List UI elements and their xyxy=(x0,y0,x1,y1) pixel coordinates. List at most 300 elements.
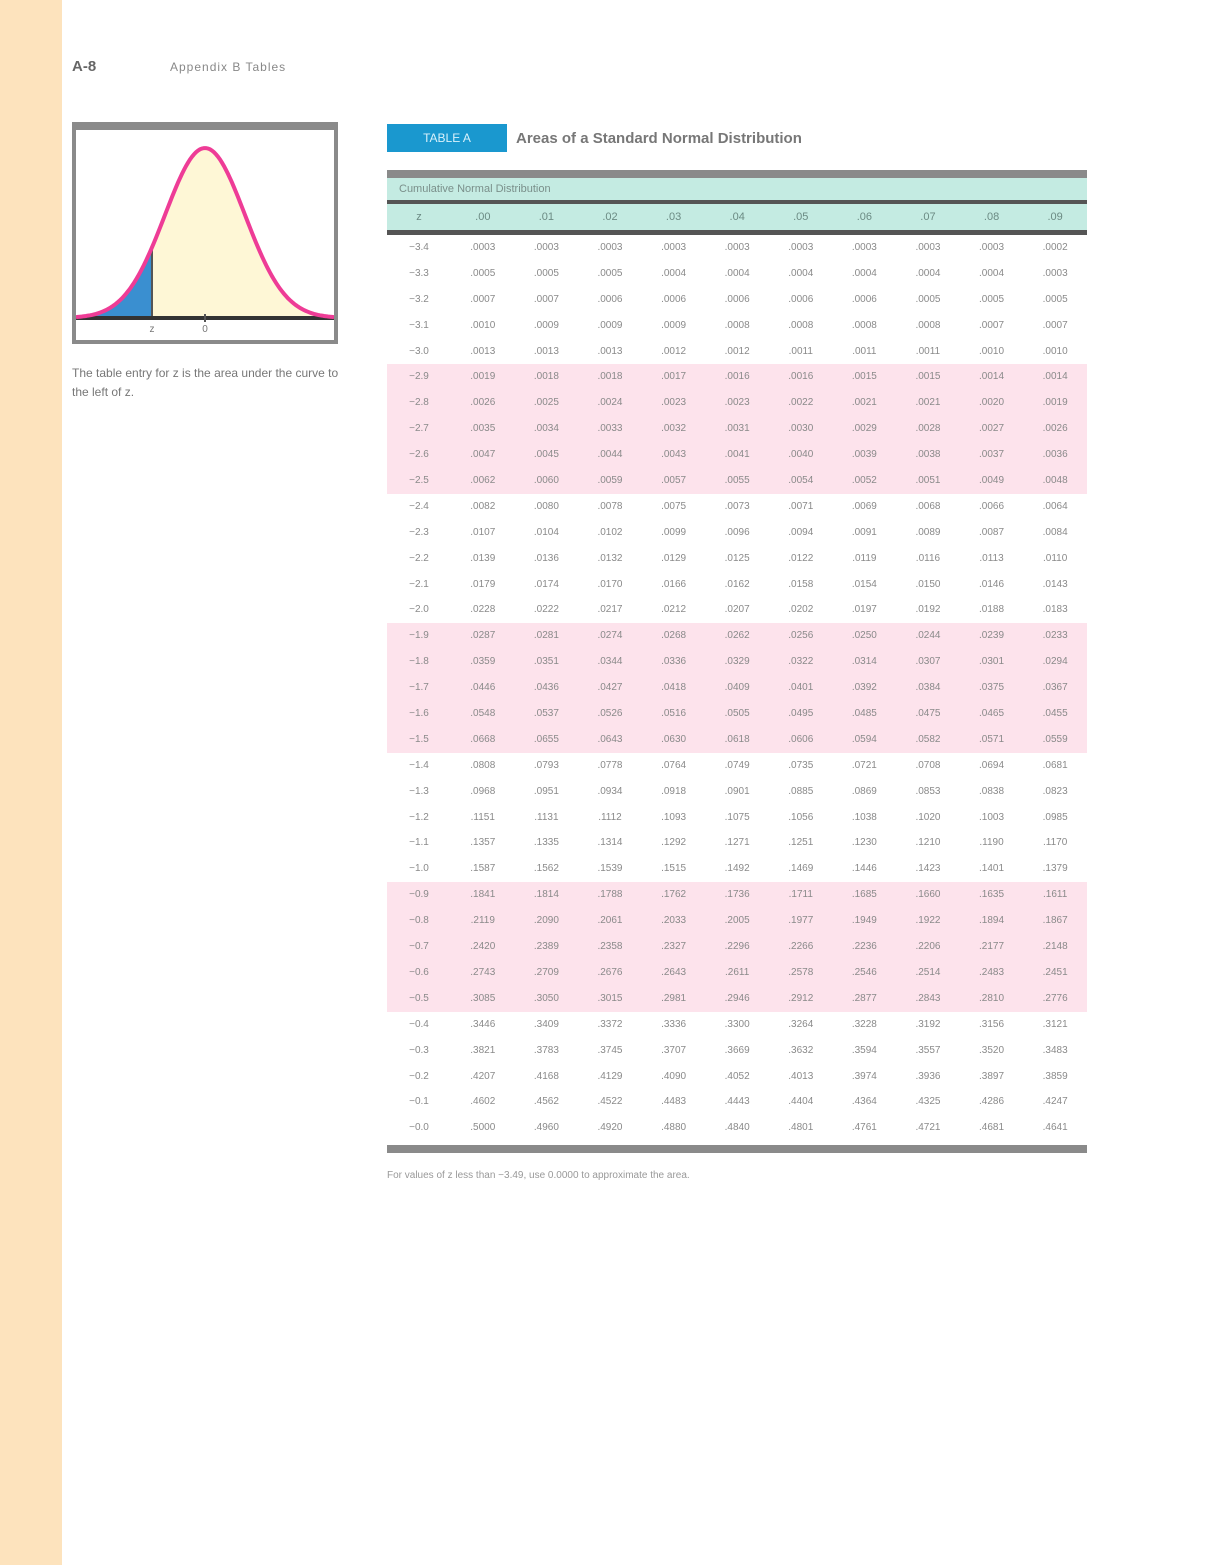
table-cell: .2177 xyxy=(979,941,1005,953)
table-cell: .2514 xyxy=(915,966,941,978)
table-cell: .0197 xyxy=(851,604,877,616)
table-cell: .0594 xyxy=(851,733,877,745)
table-cell: .0250 xyxy=(851,630,877,642)
table-cell: .0012 xyxy=(661,345,687,357)
table-cell: .0023 xyxy=(724,397,750,409)
table-cell: .1736 xyxy=(724,889,750,901)
table-cell: .0005 xyxy=(979,293,1005,305)
row-z-value: −1.5 xyxy=(409,733,429,745)
table-cell: .2912 xyxy=(788,992,814,1004)
table-cell: .0010 xyxy=(470,319,496,331)
row-z-value: −1.8 xyxy=(409,656,429,668)
table-cell: .4562 xyxy=(533,1096,559,1108)
table-cell: .0668 xyxy=(470,733,496,745)
table-cell: .2776 xyxy=(1042,992,1068,1004)
table-cell: .2327 xyxy=(661,941,687,953)
table-row xyxy=(387,727,1087,753)
table-cell: .0853 xyxy=(915,785,941,797)
row-z-value: −1.9 xyxy=(409,630,429,642)
table-cell: .0125 xyxy=(724,552,750,564)
table-cell: .1112 xyxy=(598,811,622,823)
table-cell: .4483 xyxy=(661,1096,687,1108)
table-cell: .0047 xyxy=(470,449,496,461)
table-cell: .0004 xyxy=(724,267,750,279)
table-cell: .0154 xyxy=(851,578,877,590)
table-cell: .0003 xyxy=(533,242,559,253)
table-cell: .0019 xyxy=(1042,397,1068,409)
table-cell: .0007 xyxy=(533,293,559,305)
table-cell: .0314 xyxy=(851,656,877,668)
table-cell: .4801 xyxy=(788,1122,814,1134)
table-cell: .0027 xyxy=(979,423,1005,435)
table-cell: .0143 xyxy=(1042,578,1068,590)
table-cell: .1357 xyxy=(470,837,496,849)
table-cell: .5000 xyxy=(470,1122,496,1134)
table-cell: .0174 xyxy=(533,578,559,590)
normal-curve-figure xyxy=(72,122,338,344)
table-cell: .0107 xyxy=(470,526,496,538)
table-cell: .0087 xyxy=(979,526,1005,538)
table-cell: .1151 xyxy=(470,811,495,823)
table-cell: .0057 xyxy=(661,475,687,487)
table-cell: .0516 xyxy=(661,708,687,720)
table-cell: .0091 xyxy=(851,526,877,538)
table-cell: .0021 xyxy=(915,397,941,409)
row-z-value: −2.1 xyxy=(409,578,429,590)
table-cell: .0694 xyxy=(979,759,1005,771)
table-cell: .2709 xyxy=(533,966,559,978)
table-cell: .0062 xyxy=(470,475,496,487)
table-cell: .3745 xyxy=(597,1044,623,1056)
table-body xyxy=(387,235,1087,1141)
table-cell: .0162 xyxy=(724,578,750,590)
table-cell: .1379 xyxy=(1042,863,1068,875)
table-cell: .0008 xyxy=(915,319,941,331)
table-cell: .0869 xyxy=(851,785,877,797)
table-cell: .0838 xyxy=(979,785,1005,797)
table-cell: .0033 xyxy=(597,423,623,435)
table-cell: .0158 xyxy=(788,578,814,590)
table-cell: .0351 xyxy=(533,656,559,668)
table-cell: .0089 xyxy=(915,526,941,538)
table-cell: .1446 xyxy=(851,863,877,875)
row-z-value: −1.6 xyxy=(409,708,429,720)
table-cell: .0301 xyxy=(979,656,1005,668)
table-cell: .1611 xyxy=(1042,889,1068,901)
table-cell: .0823 xyxy=(1042,785,1068,797)
table-row xyxy=(387,701,1087,727)
table-cell: .1762 xyxy=(661,889,687,901)
table-cell: .0019 xyxy=(470,371,496,383)
table-row xyxy=(387,934,1087,960)
table-cell: .2946 xyxy=(724,992,750,1004)
table-cell: .0021 xyxy=(851,397,877,409)
table-cell: .2578 xyxy=(788,966,814,978)
table-cell: .3228 xyxy=(851,1018,877,1030)
table-row xyxy=(387,597,1087,623)
table-cell: .0274 xyxy=(597,630,623,642)
table-cell: .0015 xyxy=(851,371,877,383)
row-z-value: −3.2 xyxy=(409,293,429,305)
table-cell: .3783 xyxy=(533,1044,559,1056)
table-cell: .0244 xyxy=(915,630,941,642)
table-cell: .0004 xyxy=(915,267,941,279)
table-cell: .2483 xyxy=(979,966,1005,978)
table-cell: .0068 xyxy=(915,500,941,512)
table-row xyxy=(387,986,1087,1012)
table-cell: .0030 xyxy=(788,423,814,435)
row-z-value: −0.7 xyxy=(409,941,429,953)
table-cell: .0708 xyxy=(915,759,941,771)
table-cell: .4129 xyxy=(597,1070,623,1082)
table-cell: .0007 xyxy=(979,319,1005,331)
table-cell: .0034 xyxy=(533,423,559,435)
table-row xyxy=(387,416,1087,442)
table-cell: .0003 xyxy=(851,242,877,253)
table-cell: .3483 xyxy=(1042,1044,1068,1056)
table-cell: .1003 xyxy=(979,811,1005,823)
table-cell: .0073 xyxy=(724,500,750,512)
table-cell: .0228 xyxy=(470,604,496,616)
page-number: A-8 xyxy=(72,58,97,75)
row-z-value: −1.7 xyxy=(409,682,429,694)
table-row xyxy=(387,649,1087,675)
table-cell: .0618 xyxy=(724,733,750,745)
table-cell: .0233 xyxy=(1042,630,1068,642)
table-title: Areas of a Standard Normal Distribution xyxy=(516,130,802,147)
table-cell: .0080 xyxy=(533,500,559,512)
table-row xyxy=(387,882,1087,908)
table-cell: .1711 xyxy=(788,889,813,901)
table-cell: .1539 xyxy=(597,863,623,875)
table-cell: .4880 xyxy=(661,1122,687,1134)
table-cell: .0643 xyxy=(597,733,623,745)
table-cell: .2090 xyxy=(533,915,559,927)
table-cell: .0078 xyxy=(597,500,623,512)
table-cell: .0005 xyxy=(1042,293,1068,305)
table-cell: .0985 xyxy=(1042,811,1068,823)
table-cell: .1867 xyxy=(1042,915,1068,927)
table-cell: .1170 xyxy=(1042,837,1068,849)
table-cell: .0166 xyxy=(661,578,687,590)
table-cell: .0934 xyxy=(597,785,623,797)
table-cell: .0051 xyxy=(915,475,941,487)
table-cell: .0049 xyxy=(979,475,1005,487)
table-cell: .0096 xyxy=(724,526,750,538)
table-cell: .0003 xyxy=(915,242,941,253)
table-cell: .0003 xyxy=(724,242,750,253)
table-cell: .0012 xyxy=(724,345,750,357)
table-cell: .0119 xyxy=(852,552,877,564)
table-cell: .0007 xyxy=(1042,319,1068,331)
table-cell: .0885 xyxy=(788,785,814,797)
table-cell: .0014 xyxy=(979,371,1005,383)
table-cell: .0002 xyxy=(1042,242,1068,253)
table-cell: .2236 xyxy=(851,941,877,953)
table-cell: .0006 xyxy=(851,293,877,305)
row-z-value: −0.4 xyxy=(409,1018,429,1030)
table-cell: .4681 xyxy=(979,1122,1005,1134)
table-cell: .0004 xyxy=(851,267,877,279)
table-cell: .0367 xyxy=(1042,682,1068,694)
table-cell: .0039 xyxy=(851,449,877,461)
column-header: .00 xyxy=(475,211,491,223)
table-cell: .0132 xyxy=(597,552,623,564)
table-cell: .0006 xyxy=(724,293,750,305)
table-cell: .0268 xyxy=(661,630,687,642)
table-cell: .0082 xyxy=(470,500,496,512)
table-cell: .0465 xyxy=(979,708,1005,720)
table-cell: .2877 xyxy=(851,992,877,1004)
table-cell: .0003 xyxy=(1042,267,1068,279)
table-cell: .0035 xyxy=(470,423,496,435)
table-cell: .3821 xyxy=(470,1044,496,1056)
table-cell: .0526 xyxy=(597,708,623,720)
table-cell: .4761 xyxy=(851,1122,877,1134)
table-cell: .0069 xyxy=(851,500,877,512)
table-cell: .0009 xyxy=(533,319,559,331)
table-cell: .0038 xyxy=(915,449,941,461)
table-cell: .0475 xyxy=(915,708,941,720)
table-cell: .0060 xyxy=(533,475,559,487)
table-cell: .0040 xyxy=(788,449,814,461)
table-cell: .2005 xyxy=(724,915,750,927)
table-cell: .0104 xyxy=(533,526,559,538)
table-cell: .0192 xyxy=(915,604,941,616)
table-cell: .0322 xyxy=(788,656,814,668)
table-row xyxy=(387,261,1087,287)
table-cell: .4840 xyxy=(724,1122,750,1134)
table-cell: .0735 xyxy=(788,759,814,771)
table-cell: .0951 xyxy=(533,785,559,797)
table-cell: .1949 xyxy=(851,915,877,927)
table-cell: .4052 xyxy=(724,1070,750,1082)
table-cell: .4168 xyxy=(533,1070,559,1082)
table-cell: .0630 xyxy=(661,733,687,745)
table-cell: .4522 xyxy=(597,1096,623,1108)
table-cell: .3015 xyxy=(597,992,623,1004)
table-cell: .0749 xyxy=(724,759,750,771)
table-cell: .0013 xyxy=(533,345,559,357)
table-cell: .0571 xyxy=(979,733,1005,745)
table-cell: .3409 xyxy=(533,1018,559,1030)
table-cell: .0139 xyxy=(470,552,496,564)
table-cell: .0008 xyxy=(788,319,814,331)
table-cell: .1251 xyxy=(788,837,814,849)
table-cell: .0170 xyxy=(597,578,623,590)
table-cell: .0017 xyxy=(661,371,687,383)
table-row xyxy=(387,1064,1087,1090)
table-cell: .2451 xyxy=(1042,966,1068,978)
table-cell: .0009 xyxy=(661,319,687,331)
table-cell: .0094 xyxy=(788,526,814,538)
zero-label: 0 xyxy=(202,324,208,335)
table-cell: .2643 xyxy=(661,966,687,978)
table-cell: .0011 xyxy=(852,345,877,357)
table-cell: .0183 xyxy=(1042,604,1068,616)
table-cell: .0004 xyxy=(788,267,814,279)
table-cell: .0287 xyxy=(470,630,496,642)
table-cell: .3557 xyxy=(915,1044,941,1056)
table-cell: .0606 xyxy=(788,733,814,745)
table-cell: .0048 xyxy=(1042,475,1068,487)
table-cell: .0026 xyxy=(1042,423,1068,435)
table-cell: .0344 xyxy=(597,656,623,668)
table-row xyxy=(387,856,1087,882)
table-cell: .0009 xyxy=(597,319,623,331)
table-cell: .0436 xyxy=(533,682,559,694)
table-cell: .0427 xyxy=(597,682,623,694)
row-z-value: −3.1 xyxy=(409,319,429,331)
table-cell: .1814 xyxy=(533,889,559,901)
table-cell: .0150 xyxy=(915,578,941,590)
table-cell: .1075 xyxy=(724,811,750,823)
row-z-value: −0.5 xyxy=(409,992,429,1004)
table-cell: .0010 xyxy=(1042,345,1068,357)
table-cell: .0099 xyxy=(661,526,687,538)
table-cell: .1562 xyxy=(533,863,559,875)
side-strip xyxy=(0,0,62,1565)
table-cell: .3264 xyxy=(788,1018,814,1030)
row-z-value: −2.2 xyxy=(409,552,429,564)
table-cell: .1190 xyxy=(979,837,1004,849)
table-cell: .0044 xyxy=(597,449,623,461)
table-cell: .1894 xyxy=(979,915,1005,927)
table-row xyxy=(387,830,1087,856)
row-z-value: −2.4 xyxy=(409,500,429,512)
table-cell: .1977 xyxy=(788,915,814,927)
table-cell: .3336 xyxy=(661,1018,687,1030)
row-z-value: −0.0 xyxy=(409,1122,429,1134)
table-cell: .1660 xyxy=(915,889,941,901)
table-cell: .0006 xyxy=(597,293,623,305)
table-cell: .0029 xyxy=(851,423,877,435)
table-cell: .0008 xyxy=(724,319,750,331)
table-cell: .1492 xyxy=(724,863,750,875)
table-cell: .3594 xyxy=(851,1044,877,1056)
table-cell: .2033 xyxy=(661,915,687,927)
row-z-value: −0.2 xyxy=(409,1070,429,1082)
table-cell: .2296 xyxy=(724,941,750,953)
table-cell: .0023 xyxy=(661,397,687,409)
running-head: Appendix B Tables xyxy=(170,60,287,74)
table-cell: .2389 xyxy=(533,941,559,953)
table-cell: .3897 xyxy=(979,1070,1005,1082)
table-cell: .3936 xyxy=(915,1070,941,1082)
table-cell: .0401 xyxy=(788,682,814,694)
table-cell: .0582 xyxy=(915,733,941,745)
table-cell: .0028 xyxy=(915,423,941,435)
table-bottom-rule xyxy=(387,1145,1087,1153)
table-cell: .3520 xyxy=(979,1044,1005,1056)
table-cell: .0262 xyxy=(724,630,750,642)
table-cell: .1292 xyxy=(661,837,687,849)
table-cell: .0136 xyxy=(533,552,559,564)
table-cell: .2981 xyxy=(661,992,687,1004)
row-z-value: −2.5 xyxy=(409,475,429,487)
table-cell: .0066 xyxy=(979,500,1005,512)
table-cell: .0064 xyxy=(1042,500,1068,512)
table-cell: .0110 xyxy=(1042,552,1068,564)
table-cell: .2420 xyxy=(470,941,496,953)
table-cell: .0018 xyxy=(533,371,559,383)
table-cell: .4364 xyxy=(851,1096,877,1108)
table-row xyxy=(387,753,1087,779)
column-header-z: z xyxy=(416,211,422,223)
table-cell: .0202 xyxy=(788,604,814,616)
table-cell: .0041 xyxy=(724,449,750,461)
table-cell: .3300 xyxy=(724,1018,750,1030)
table-cell: .0031 xyxy=(724,423,750,435)
table-cell: .4602 xyxy=(470,1096,496,1108)
table-row xyxy=(387,390,1087,416)
table-cell: .2266 xyxy=(788,941,814,953)
table-cell: .1685 xyxy=(851,889,877,901)
table-cell: .3085 xyxy=(470,992,496,1004)
column-header: .04 xyxy=(729,211,745,223)
table-cell: .3192 xyxy=(915,1018,941,1030)
table-header-row xyxy=(387,204,1087,230)
row-z-value: −2.9 xyxy=(409,371,429,383)
table-cell: .0016 xyxy=(788,371,814,383)
table-cell: .3859 xyxy=(1042,1070,1068,1082)
table-row xyxy=(387,235,1087,261)
table-cell: .0055 xyxy=(724,475,750,487)
table-row xyxy=(387,339,1087,365)
table-cell: .1230 xyxy=(851,837,877,849)
table-cell: .0179 xyxy=(470,578,496,590)
table-cell: .0455 xyxy=(1042,708,1068,720)
table-cell: .0359 xyxy=(470,656,496,668)
table-cell: .0003 xyxy=(788,242,814,253)
table-cell: .0294 xyxy=(1042,656,1068,668)
table-cell: .1210 xyxy=(915,837,941,849)
table-cell: .0037 xyxy=(979,449,1005,461)
table-cell: .1020 xyxy=(915,811,941,823)
table-cell: .3121 xyxy=(1042,1018,1068,1030)
table-top-rule xyxy=(387,170,1087,178)
table-row xyxy=(387,908,1087,934)
table-cell: .0014 xyxy=(1042,371,1068,383)
table-cell: .0010 xyxy=(979,345,1005,357)
table-cell: .0007 xyxy=(470,293,496,305)
table-cell: .0485 xyxy=(851,708,877,720)
table-row xyxy=(387,364,1087,390)
table-row xyxy=(387,960,1087,986)
row-z-value: −3.3 xyxy=(409,267,429,279)
table-cell: .0032 xyxy=(661,423,687,435)
table-cell: .2061 xyxy=(597,915,623,927)
table-cell: .0721 xyxy=(851,759,877,771)
table-cell: .4404 xyxy=(788,1096,814,1108)
table-cell: .0655 xyxy=(533,733,559,745)
table-cell: .0004 xyxy=(979,267,1005,279)
table-cell: .1788 xyxy=(597,889,623,901)
table-cell: .3050 xyxy=(533,992,559,1004)
table-cell: .1093 xyxy=(661,811,687,823)
table-cell: .0307 xyxy=(915,656,941,668)
row-z-value: −0.6 xyxy=(409,966,429,978)
table-row xyxy=(387,1012,1087,1038)
table-cell: .1587 xyxy=(470,863,496,875)
row-z-value: −0.1 xyxy=(409,1096,429,1108)
table-cell: .4286 xyxy=(979,1096,1005,1108)
table-cell: .0003 xyxy=(661,242,687,253)
table-cell: .3156 xyxy=(979,1018,1005,1030)
table-cell: .0681 xyxy=(1042,759,1068,771)
table-row xyxy=(387,572,1087,598)
table-cell: .3372 xyxy=(597,1018,623,1030)
